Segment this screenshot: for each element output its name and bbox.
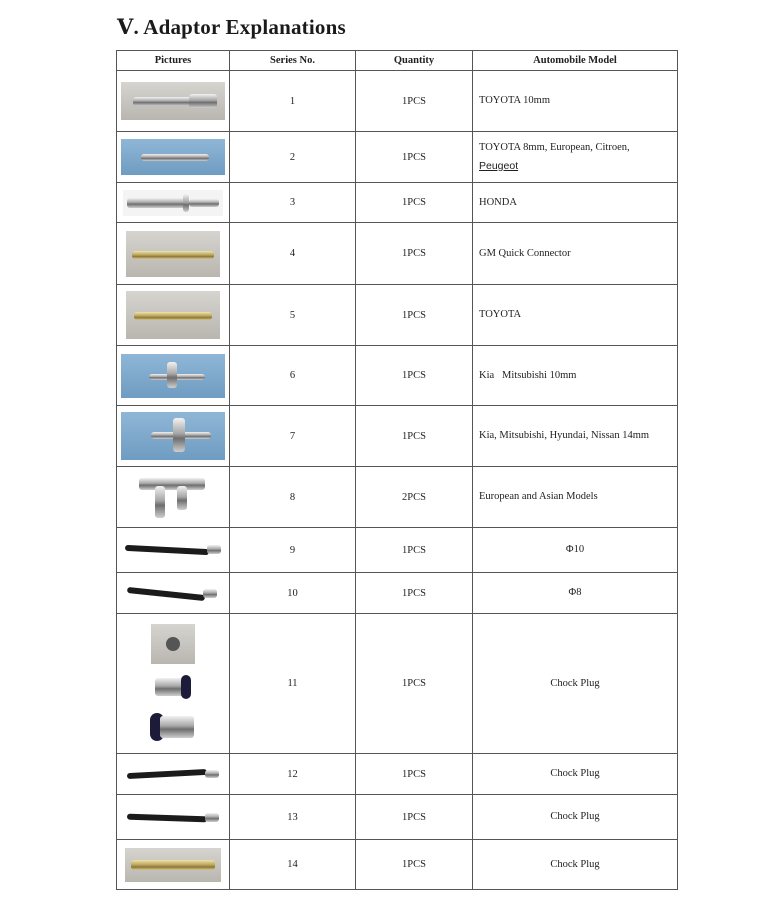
table-row	[117, 614, 678, 754]
table-row	[117, 795, 678, 840]
picture-cell	[117, 346, 230, 406]
hose-photo-icon	[123, 807, 223, 827]
adaptor-photo-icon	[121, 139, 225, 175]
automobile-model: Chock Plug	[473, 840, 678, 890]
series-number: 4	[230, 223, 356, 285]
table-row	[117, 528, 678, 573]
page-title: Ⅴ. Adaptor Explanations	[117, 15, 346, 39]
quantity: 1PCS	[356, 840, 473, 890]
automobile-model: Chock Plug	[473, 795, 678, 840]
adaptor-photo-icon	[126, 291, 220, 339]
table-row	[117, 754, 678, 795]
automobile-model: Kia, Mitsubishi, Hyundai, Nissan 14mm	[473, 406, 678, 467]
picture-cell	[117, 795, 230, 840]
adaptor-table	[116, 50, 678, 890]
automobile-model: TOYOTA 10mm	[473, 71, 678, 132]
automobile-model: Φ8	[473, 573, 678, 614]
automobile-model: Φ10	[473, 528, 678, 573]
table-row	[117, 467, 678, 528]
automobile-model: European and Asian Models	[473, 467, 678, 528]
adaptor-photo-icon	[126, 231, 220, 277]
plug-photo-icon	[151, 672, 195, 702]
automobile-model: HONDA	[473, 183, 678, 223]
model-line-underlined: Peugeot	[479, 160, 519, 172]
series-number: 7	[230, 406, 356, 467]
picture-cell	[117, 840, 230, 890]
picture-cell	[117, 573, 230, 614]
adaptor-photo-icon	[125, 848, 221, 882]
picture-cell	[117, 223, 230, 285]
picture-cell	[117, 285, 230, 346]
table-row	[117, 573, 678, 614]
picture-cell	[117, 132, 230, 183]
adaptor-photo-icon	[121, 82, 225, 120]
series-number: 14	[230, 840, 356, 890]
table-row	[117, 132, 678, 183]
quantity: 1PCS	[356, 223, 473, 285]
table-row	[117, 840, 678, 890]
picture-cell	[117, 406, 230, 467]
picture-cell	[117, 183, 230, 223]
table-row	[117, 71, 678, 132]
plug-photo-icon	[151, 624, 195, 664]
automobile-model: Chock Plug	[473, 754, 678, 795]
hose-photo-icon	[125, 581, 221, 605]
quantity: 1PCS	[356, 614, 473, 754]
quantity: 1PCS	[356, 183, 473, 223]
column-header-pictures: Pictures	[117, 51, 230, 71]
automobile-model: Kia Mitsubishi 10mm	[473, 346, 678, 406]
table-row	[117, 183, 678, 223]
hose-photo-icon	[123, 540, 223, 560]
automobile-model: Chock Plug	[473, 614, 678, 754]
series-number: 11	[230, 614, 356, 754]
adaptor-photo-icon	[121, 354, 225, 398]
series-number: 8	[230, 467, 356, 528]
series-number: 12	[230, 754, 356, 795]
automobile-model: GM Quick Connector	[473, 223, 678, 285]
picture-cell	[117, 614, 230, 754]
series-number: 1	[230, 71, 356, 132]
picture-cell	[117, 528, 230, 573]
quantity: 1PCS	[356, 573, 473, 614]
picture-cell	[117, 71, 230, 132]
quantity: 1PCS	[356, 71, 473, 132]
quantity: 2PCS	[356, 467, 473, 528]
series-number: 2	[230, 132, 356, 183]
column-header-model: Automobile Model	[473, 51, 678, 71]
hose-photo-icon	[123, 764, 223, 784]
column-header-series: Series No.	[230, 51, 356, 71]
quantity: 1PCS	[356, 132, 473, 183]
series-number: 9	[230, 528, 356, 573]
column-header-quantity: Quantity	[356, 51, 473, 71]
adaptor-photo-icon	[133, 472, 213, 522]
table-row	[117, 346, 678, 406]
table-header-row	[117, 51, 678, 71]
automobile-model	[473, 132, 678, 183]
automobile-model: TOYOTA	[473, 285, 678, 346]
quantity: 1PCS	[356, 285, 473, 346]
quantity: 1PCS	[356, 406, 473, 467]
table-row	[117, 285, 678, 346]
quantity: 1PCS	[356, 754, 473, 795]
quantity: 1PCS	[356, 346, 473, 406]
quantity: 1PCS	[356, 795, 473, 840]
series-number: 3	[230, 183, 356, 223]
picture-cell	[117, 467, 230, 528]
adaptor-photo-icon	[123, 190, 223, 216]
series-number: 13	[230, 795, 356, 840]
table-row	[117, 223, 678, 285]
series-number: 6	[230, 346, 356, 406]
series-number: 10	[230, 573, 356, 614]
adaptor-photo-icon	[121, 412, 225, 460]
table-row	[117, 406, 678, 467]
plug-photo-icon	[148, 710, 198, 744]
model-line: TOYOTA 8mm, European, Citroen,	[479, 142, 630, 153]
picture-cell	[117, 754, 230, 795]
quantity: 1PCS	[356, 528, 473, 573]
series-number: 5	[230, 285, 356, 346]
